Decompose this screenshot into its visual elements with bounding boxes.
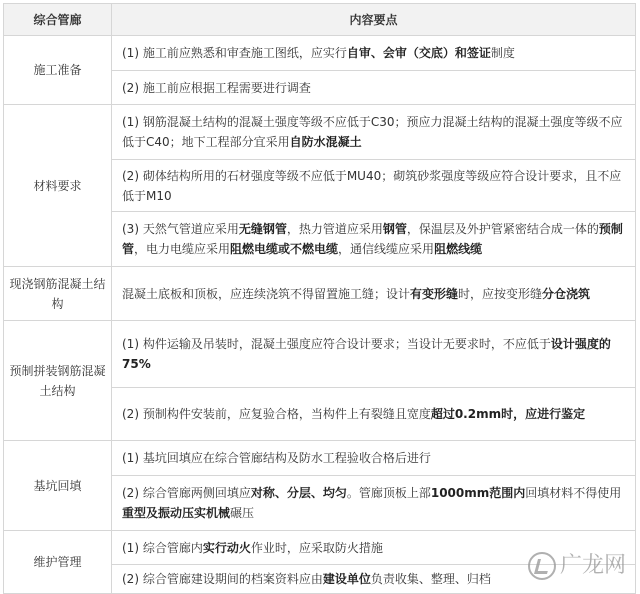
emphasis-text: 预制管 <box>122 222 623 256</box>
category-cell: 维护管理 <box>4 531 112 594</box>
emphasis-text: 阻燃线缆 <box>434 242 483 256</box>
body-text: 混凝土底板和顶板，应连续浇筑不得留置施工缝；设计 <box>122 286 411 301</box>
body-text: ，热力管道应采用 <box>286 222 383 236</box>
body-text: 时，应按变形缝 <box>458 286 543 301</box>
emphasis-text: 自防水混凝土 <box>289 135 362 149</box>
content-cell <box>112 388 636 441</box>
category-cell: 现浇钢筋混凝土结构 <box>4 267 112 321</box>
emphasis-text: 阻燃电缆或不燃电缆 <box>230 242 339 256</box>
content-cell <box>112 441 636 476</box>
content-cell <box>112 105 636 160</box>
body-text: (2) 砌体结构所用的石材强度等级不应低于MU40；砌筑砂浆强度等级应符合设计要求，且不应低于M10 <box>122 168 622 203</box>
content-cell <box>112 321 636 388</box>
body-text: (2) 综合管廊两侧回填应 <box>122 486 251 500</box>
category-cell: 材料要求 <box>4 105 112 267</box>
table-row <box>4 36 636 71</box>
body-text: (1) 综合管廊内 <box>122 540 203 555</box>
content-cell <box>112 36 636 71</box>
content-cell <box>112 160 636 212</box>
body-text: 。管廊顶板上部 <box>346 486 431 500</box>
emphasis-text: 建设单位 <box>322 572 371 586</box>
body-text: (1) 施工前应熟悉和审查施工图纸，应实行 <box>122 46 347 60</box>
header-content: 内容要点 <box>112 4 636 36</box>
emphasis-text: 有变形缝 <box>410 286 459 301</box>
body-text: 碾压 <box>230 506 255 520</box>
content-cell <box>112 212 636 267</box>
category-cell: 施工准备 <box>4 36 112 105</box>
body-text: (2) 预制构件安装前，应复验合格，当构件上有裂缝且宽度 <box>122 407 431 421</box>
table-row <box>4 321 636 388</box>
header-category: 综合管廊 <box>4 4 112 36</box>
category-cell: 基坑回填 <box>4 441 112 531</box>
body-text: ，保温层及外护管紧密结合成一体的 <box>406 222 599 236</box>
watermark-text: 广龙网 <box>559 553 626 578</box>
body-text: 制度 <box>490 46 515 60</box>
emphasis-text: 分仓浇筑 <box>542 286 591 301</box>
emphasis-text: 无缝钢管 <box>238 222 287 236</box>
watermark <box>528 548 626 580</box>
content-cell <box>112 476 636 531</box>
table-header-row <box>4 4 636 36</box>
body-text: 作业时，应采取防火措施 <box>250 540 383 555</box>
body-text: (1) 基坑回填应在综合管廊结构及防水工程验收合格后进行 <box>122 451 431 465</box>
body-text: (1) 构件运输及吊装时，混凝土强度应符合设计要求；当设计无要求时，不应低于 <box>122 337 551 351</box>
emphasis-text: 实行动火 <box>202 540 251 555</box>
body-text: ，通信线缆应采用 <box>338 242 435 256</box>
body-text: (2) 综合管廊建设期间的档案资料应由 <box>122 572 323 586</box>
body-text: (2) 施工前应根据工程需要进行调查 <box>122 80 311 95</box>
body-text: 负责收集、整理、归档 <box>370 572 491 586</box>
content-cell <box>112 71 636 105</box>
body-text: (1) 钢筋混凝土结构的混凝土强度等级不应低于C30；预应力混凝土结构的混凝土强度等级不应低于C40；地下工程部分宜采用 <box>122 115 623 149</box>
emphasis-text: 1000mm范围内 <box>430 486 526 500</box>
body-text: ，电力电缆应采用 <box>134 242 231 256</box>
table-row <box>4 267 636 321</box>
table-row <box>4 105 636 160</box>
body-text: 回填材料不得使用 <box>525 486 622 500</box>
emphasis-text: 自审、会审（交底）和签证 <box>346 46 491 60</box>
content-cell <box>112 267 636 321</box>
body-text: (3) 天然气管道应采用 <box>122 222 239 236</box>
emphasis-text: 设计强度的75% <box>122 337 611 371</box>
category-cell: 预制拼装钢筋混凝土结构 <box>4 321 112 441</box>
emphasis-text: 重型及振动压实机械 <box>122 506 231 520</box>
emphasis-text: 对称、分层、均匀 <box>250 486 347 500</box>
emphasis-text: 钢管 <box>382 222 407 236</box>
table-row <box>4 441 636 476</box>
watermark-logo-icon <box>528 552 556 580</box>
emphasis-text: 超过0.2mm时，应进行鉴定 <box>430 407 586 421</box>
construction-points-table <box>3 3 636 594</box>
